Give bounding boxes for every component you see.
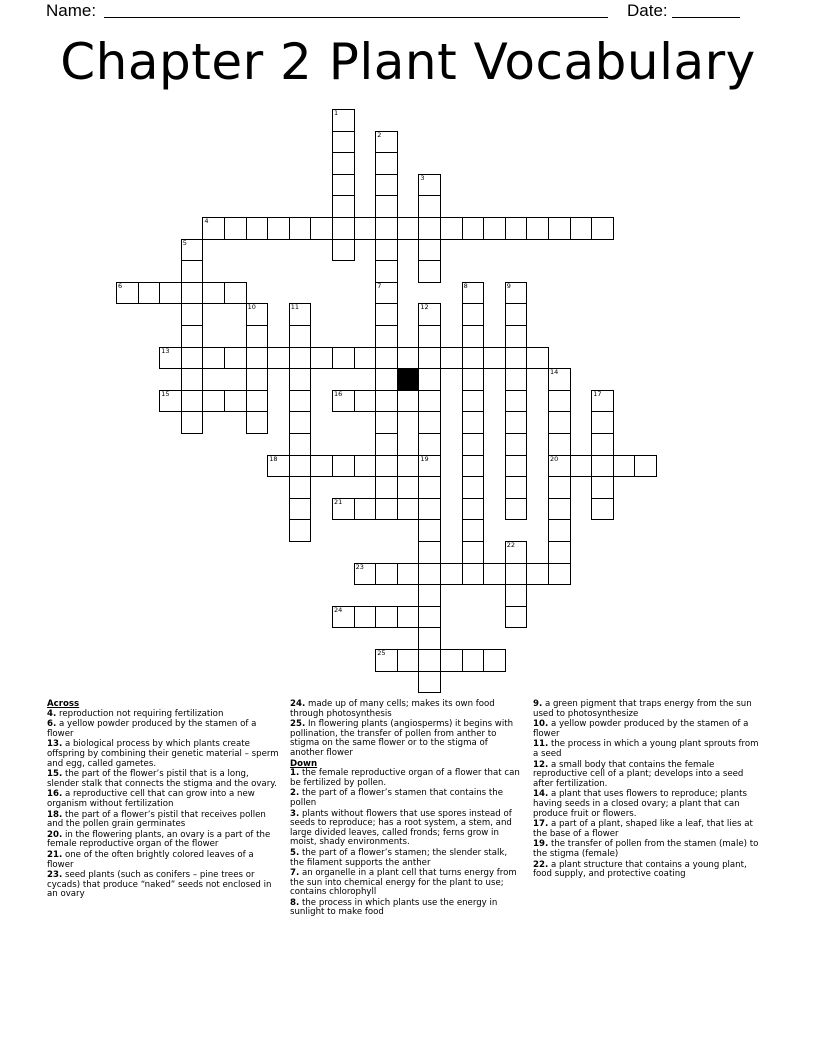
crossword-cell[interactable] bbox=[462, 368, 485, 391]
crossword-cell[interactable] bbox=[505, 217, 528, 240]
crossword-cell[interactable] bbox=[310, 347, 333, 370]
crossword-cell[interactable] bbox=[354, 217, 377, 240]
crossword-cell[interactable] bbox=[375, 303, 398, 326]
crossword-cell[interactable] bbox=[375, 455, 398, 478]
crossword-cell[interactable] bbox=[246, 368, 269, 391]
crossword-cell[interactable] bbox=[548, 390, 571, 413]
clue-number-25: 25 bbox=[377, 649, 386, 657]
crossword-cell[interactable] bbox=[289, 433, 312, 456]
crossword-cell[interactable] bbox=[289, 368, 312, 391]
crossword-cell[interactable] bbox=[332, 217, 355, 240]
crossword-cell[interactable] bbox=[138, 282, 161, 305]
crossword-cell[interactable] bbox=[397, 563, 420, 586]
crossword-cell[interactable] bbox=[289, 519, 312, 542]
clue-down-9: 9. a green pigment that traps energy from the sun used to photosynthesize bbox=[533, 699, 752, 719]
crossword-cell[interactable] bbox=[462, 649, 485, 672]
crossword-cell[interactable] bbox=[418, 476, 441, 499]
crossword-cell[interactable] bbox=[332, 152, 355, 175]
crossword-cell[interactable] bbox=[375, 131, 398, 154]
crossword-cell[interactable] bbox=[375, 195, 398, 218]
page-title: Chapter 2 Plant Vocabulary bbox=[60, 33, 756, 91]
crossword-cell[interactable] bbox=[548, 476, 571, 499]
clue-across-15: 15. the part of the flower’s pistil that is a long, slender stalk that connects the stigma and the ovary. bbox=[47, 769, 277, 789]
crossword-cell[interactable] bbox=[332, 195, 355, 218]
clue-number-2: 2 bbox=[377, 130, 382, 139]
clue-down-1: 1. the female reproductive organ of a flower that can be fertilized by pollen. bbox=[290, 768, 520, 788]
crossword-cell[interactable] bbox=[548, 563, 571, 586]
crossword-cell[interactable] bbox=[548, 519, 571, 542]
crossword-cell[interactable] bbox=[375, 606, 398, 629]
crossword-cell[interactable] bbox=[159, 282, 182, 305]
crossword-cell[interactable] bbox=[462, 498, 485, 521]
crossword-cell[interactable] bbox=[354, 347, 377, 370]
crossword-cell[interactable] bbox=[375, 433, 398, 456]
crossword-cell[interactable] bbox=[418, 260, 441, 283]
crossword-cell[interactable] bbox=[418, 174, 441, 197]
crossword-cell[interactable] bbox=[202, 282, 225, 305]
crossword-cell[interactable] bbox=[246, 217, 269, 240]
clue-down-7: 7. an organelle in a plant cell that turns energy from the sun into chemical energy for the plant to use; contains chlorophyll bbox=[290, 868, 517, 898]
clue-number-11: 11 bbox=[290, 303, 300, 312]
crossword-cell[interactable] bbox=[159, 390, 182, 413]
crossword-cell[interactable] bbox=[462, 390, 485, 413]
clue-number-22: 22 bbox=[506, 541, 516, 549]
crossword-cell[interactable] bbox=[548, 541, 571, 564]
crossword-cell[interactable] bbox=[246, 303, 269, 326]
crossword-cell[interactable] bbox=[483, 563, 506, 586]
crossword-cell[interactable] bbox=[397, 347, 420, 370]
crossword-cell[interactable] bbox=[483, 347, 506, 370]
crossword-cell[interactable] bbox=[548, 368, 571, 391]
clue-number-21: 21 bbox=[334, 497, 343, 506]
clue-across-24: 24. made up of many cells; makes its own food through photosynthesis bbox=[290, 699, 495, 719]
crossword-cell[interactable] bbox=[332, 455, 355, 478]
crossword-cell[interactable] bbox=[375, 368, 398, 391]
crossword-cell[interactable] bbox=[418, 303, 441, 326]
crossword-cell[interactable] bbox=[462, 433, 485, 456]
crossword-cell[interactable] bbox=[181, 239, 204, 262]
crossword-cell[interactable] bbox=[375, 411, 398, 434]
crossword-cell[interactable] bbox=[591, 476, 614, 499]
clue-down-17: 17. a part of a plant, shaped like a leaf, that lies at the base of a flower bbox=[533, 819, 753, 839]
clue-column-2 bbox=[290, 700, 523, 919]
clue-column-1 bbox=[47, 700, 279, 901]
crossword-cell[interactable] bbox=[246, 390, 269, 413]
clue-down-19: 19. the transfer of pollen from the stamen (male) to the stigma (female) bbox=[533, 839, 759, 859]
crossword-cell[interactable] bbox=[548, 455, 571, 478]
clue-down-3: 3. plants without flowers that use spores instead of seeds to reproduce; has a root system, a stem, and large divided leaves, called fronds; ferns grow in moist, shady environments. bbox=[290, 808, 512, 848]
clue-number-12: 12 bbox=[420, 303, 429, 312]
crossword-cell[interactable] bbox=[354, 563, 377, 586]
crossword-cell[interactable] bbox=[267, 455, 290, 478]
crossword-cell[interactable] bbox=[354, 390, 377, 413]
crossword-cell[interactable] bbox=[224, 390, 247, 413]
crossword-cell[interactable] bbox=[375, 152, 398, 175]
crossword-cell[interactable] bbox=[418, 606, 441, 629]
crossword-cell[interactable] bbox=[418, 627, 441, 650]
crossword-cell[interactable] bbox=[526, 217, 549, 240]
crossword-cell[interactable] bbox=[418, 671, 441, 694]
clue-across-23: 23. seed plants (such as conifers – pine trees or cycads) that produce “naked” seeds not enclosed in an ovary bbox=[47, 870, 272, 900]
crossword-cell[interactable] bbox=[440, 649, 463, 672]
clue-down-12: 12. a small body that contains the female reproductive cell of a plant; develops into a seed after fertilization. bbox=[533, 759, 744, 789]
crossword-cell[interactable] bbox=[289, 411, 312, 434]
clue-number-10: 10 bbox=[247, 303, 256, 312]
crossword-cell[interactable] bbox=[397, 217, 420, 240]
crossword-cell[interactable] bbox=[354, 455, 377, 478]
crossword-cell[interactable] bbox=[570, 217, 593, 240]
clue-number-13: 13 bbox=[161, 346, 170, 355]
clue-down-11: 11. the process in which a young plant sprouts from a seed bbox=[533, 739, 759, 759]
crossword-cell[interactable] bbox=[418, 217, 441, 240]
clue-column-3 bbox=[533, 700, 766, 881]
clue-number-20: 20 bbox=[550, 454, 559, 463]
crossword-cell[interactable] bbox=[418, 347, 441, 370]
date-label: Date: bbox=[627, 1, 668, 20]
clue-across-20: 20. in the flowering plants, an ovary is a part of the female reproductive organ of the flower bbox=[47, 829, 271, 850]
crossword-cell[interactable] bbox=[418, 390, 441, 413]
crossword-cell[interactable] bbox=[202, 217, 225, 240]
clue-down-8: 8. the process in which plants use the energy in sunlight to make food bbox=[290, 897, 498, 918]
crossword-cell[interactable] bbox=[289, 347, 312, 370]
crossword-cell[interactable] bbox=[418, 498, 441, 521]
crossword-cell[interactable] bbox=[202, 347, 225, 370]
crossword-cell[interactable] bbox=[462, 217, 485, 240]
crossword-cell[interactable] bbox=[505, 390, 528, 413]
crossword-cell[interactable] bbox=[505, 455, 528, 478]
crossword-cell[interactable] bbox=[505, 303, 528, 326]
clue-down-5: 5. the part of a flower’s stamen; the slender stalk, the filament supports the anther bbox=[290, 847, 508, 868]
crossword-cell[interactable] bbox=[591, 411, 614, 434]
crossword-cell[interactable] bbox=[289, 476, 312, 499]
crossword-cell[interactable] bbox=[462, 476, 485, 499]
clue-number-9: 9 bbox=[506, 281, 511, 290]
across-heading: Across bbox=[47, 699, 80, 709]
crossword-cell[interactable] bbox=[289, 217, 312, 240]
crossword-cell[interactable] bbox=[289, 303, 312, 326]
crossword-cell[interactable] bbox=[505, 325, 528, 348]
crossword-cell[interactable] bbox=[418, 584, 441, 607]
crossword-cell[interactable] bbox=[224, 347, 247, 370]
crossword-cell[interactable] bbox=[246, 411, 269, 434]
crossword-cell[interactable] bbox=[202, 390, 225, 413]
clue-number-3: 3 bbox=[420, 173, 425, 182]
crossword-cell[interactable] bbox=[418, 195, 441, 218]
clue-number-16: 16 bbox=[334, 389, 343, 398]
crossword-cell[interactable] bbox=[310, 455, 333, 478]
crossword-cell[interactable] bbox=[332, 239, 355, 262]
crossword-cell[interactable] bbox=[505, 433, 528, 456]
crossword-cell[interactable] bbox=[181, 390, 204, 413]
crossword-cell[interactable] bbox=[570, 455, 593, 478]
clue-down-22: 22. a plant structure that contains a young plant, food supply, and protective coating bbox=[533, 859, 747, 880]
clue-across-6: 6. a yellow powder produced by the stamen of a flower bbox=[47, 719, 257, 739]
crossword-cell[interactable] bbox=[462, 303, 485, 326]
crossword-cell[interactable] bbox=[181, 368, 204, 391]
clue-down-10: 10. a yellow powder produced by the stamen of a flower bbox=[533, 719, 749, 739]
crossword-cell[interactable] bbox=[375, 325, 398, 348]
clue-across-16: 16. a reproductive cell that can grow into a new organism without fertilization bbox=[47, 789, 255, 809]
crossword-cell[interactable] bbox=[591, 498, 614, 521]
crossword-cell[interactable] bbox=[418, 455, 441, 478]
crossword-cell[interactable] bbox=[418, 563, 441, 586]
crossword-cell[interactable] bbox=[397, 498, 420, 521]
crossword-cell[interactable] bbox=[375, 390, 398, 413]
crossword-cell[interactable] bbox=[375, 347, 398, 370]
crossword-cell[interactable] bbox=[505, 584, 528, 607]
crossword-cell[interactable] bbox=[526, 563, 549, 586]
crossword-cell[interactable] bbox=[181, 260, 204, 283]
crossword-cell[interactable] bbox=[505, 541, 528, 564]
crossword-cell[interactable] bbox=[310, 217, 333, 240]
clue-across-25: 25. In flowering plants (angiosperms) it begins with pollination, the transfer of pollen from anther to stigma on the same flower or to the stigma of another flower bbox=[290, 719, 514, 758]
crossword-cell[interactable] bbox=[181, 303, 204, 326]
crossword-cell[interactable] bbox=[462, 325, 485, 348]
clue-number-5: 5 bbox=[182, 238, 187, 247]
crossword-cell[interactable] bbox=[332, 390, 355, 413]
crossword-cell[interactable] bbox=[505, 347, 528, 370]
clue-across-13: 13. a biological process by which plants create offspring by combining their genetic material – sperm and egg, called gametes. bbox=[47, 739, 279, 769]
crossword-cell[interactable] bbox=[526, 347, 549, 370]
crossword-cell[interactable] bbox=[505, 606, 528, 629]
crossword-cell[interactable] bbox=[354, 498, 377, 521]
clue-number-15: 15 bbox=[161, 389, 170, 398]
clue-number-8: 8 bbox=[463, 281, 468, 290]
crossword-cell[interactable] bbox=[440, 563, 463, 586]
crossword-cell[interactable] bbox=[246, 325, 269, 348]
crossword-cell[interactable] bbox=[591, 433, 614, 456]
crossword-cell[interactable] bbox=[267, 217, 290, 240]
crossword-cell[interactable] bbox=[591, 217, 614, 240]
clue-number-4: 4 bbox=[204, 217, 209, 225]
crossword-cell[interactable] bbox=[375, 217, 398, 240]
crossword-cell[interactable] bbox=[375, 498, 398, 521]
crossword-cell[interactable] bbox=[332, 498, 355, 521]
crossword-cell[interactable] bbox=[462, 541, 485, 564]
crossword-cell[interactable] bbox=[181, 325, 204, 348]
crossword-cell[interactable] bbox=[548, 411, 571, 434]
crossword-cell[interactable] bbox=[505, 498, 528, 521]
clue-across-4: 4. reproduction not requiring fertilization bbox=[47, 708, 224, 719]
crossword-cell[interactable] bbox=[289, 325, 312, 348]
name-label: Name: bbox=[46, 1, 97, 20]
crossword-cell[interactable] bbox=[462, 519, 485, 542]
crossword-cell[interactable] bbox=[418, 649, 441, 672]
crossword-cell[interactable] bbox=[548, 498, 571, 521]
crossword-cell[interactable] bbox=[440, 347, 463, 370]
crossword-cell[interactable] bbox=[289, 498, 312, 521]
crossword-cell[interactable] bbox=[289, 455, 312, 478]
clue-number-6: 6 bbox=[118, 281, 123, 290]
crossword-cell[interactable] bbox=[267, 347, 290, 370]
crossword-cell[interactable] bbox=[375, 563, 398, 586]
crossword-cell[interactable] bbox=[289, 390, 312, 413]
crossword-cell[interactable] bbox=[418, 239, 441, 262]
clue-across-18: 18. the part of a flower’s pistil that receives pollen and the pollen grain germinates bbox=[47, 809, 266, 830]
crossword-cell[interactable] bbox=[332, 109, 355, 132]
crossword-cell[interactable] bbox=[375, 260, 398, 283]
crossword-cell[interactable] bbox=[591, 390, 614, 413]
crossword-cell[interactable] bbox=[418, 368, 441, 391]
crossword-cell[interactable] bbox=[505, 282, 528, 305]
clue-number-7: 7 bbox=[377, 281, 382, 290]
crossword-cell[interactable] bbox=[397, 649, 420, 672]
crossword-cell[interactable] bbox=[462, 347, 485, 370]
crossword-cell[interactable] bbox=[418, 541, 441, 564]
crossword-cell[interactable] bbox=[440, 217, 463, 240]
crossword-cell[interactable] bbox=[418, 433, 441, 456]
crossword-cell[interactable] bbox=[375, 239, 398, 262]
clue-number-18: 18 bbox=[269, 454, 278, 463]
clue-number-14: 14 bbox=[550, 368, 559, 377]
crossword-cell[interactable] bbox=[181, 282, 204, 305]
crossword-cell[interactable] bbox=[375, 476, 398, 499]
clue-number-24: 24 bbox=[334, 605, 343, 614]
clue-number-19: 19 bbox=[420, 454, 429, 463]
crossword-cell[interactable] bbox=[418, 411, 441, 434]
crossword-cell[interactable] bbox=[462, 455, 485, 478]
crossword-cell[interactable] bbox=[613, 455, 636, 478]
crossword-cell[interactable] bbox=[375, 174, 398, 197]
crossword-cell[interactable] bbox=[548, 217, 571, 240]
crossword-cell[interactable] bbox=[505, 476, 528, 499]
crossword-cell[interactable] bbox=[483, 217, 506, 240]
crossword-cell[interactable] bbox=[418, 325, 441, 348]
crossword-cell[interactable] bbox=[375, 649, 398, 672]
clue-number-1: 1 bbox=[334, 109, 339, 117]
crossword-cell[interactable] bbox=[483, 649, 506, 672]
clue-down-14: 14. a plant that uses flowers to reproduce; plants having seeds in a closed ovary; a plant that can produce fruit or flowers. bbox=[533, 789, 747, 819]
crossword-cell[interactable] bbox=[634, 455, 657, 478]
black-square bbox=[397, 368, 420, 391]
crossword-cell[interactable] bbox=[332, 606, 355, 629]
crossword-cell[interactable] bbox=[159, 347, 182, 370]
crossword-cell[interactable] bbox=[462, 411, 485, 434]
down-heading: Down bbox=[290, 758, 318, 769]
crossword-cell[interactable] bbox=[397, 606, 420, 629]
crossword-cell[interactable] bbox=[505, 563, 528, 586]
crossword-cell[interactable] bbox=[375, 282, 398, 305]
crossword-cell[interactable] bbox=[397, 455, 420, 478]
crossword-cell[interactable] bbox=[505, 411, 528, 434]
crossword-cell[interactable] bbox=[332, 174, 355, 197]
crossword-cell[interactable] bbox=[462, 563, 485, 586]
crossword-cell[interactable] bbox=[181, 411, 204, 434]
crossword-cell[interactable] bbox=[224, 217, 247, 240]
crossword-cell[interactable] bbox=[246, 347, 269, 370]
crossword-cell[interactable] bbox=[462, 282, 485, 305]
crossword-cell[interactable] bbox=[548, 433, 571, 456]
crossword-cell[interactable] bbox=[332, 131, 355, 154]
clue-number-23: 23 bbox=[355, 562, 364, 571]
crossword-cell[interactable] bbox=[354, 606, 377, 629]
clue-number-17: 17 bbox=[593, 389, 602, 398]
crossword-cell[interactable] bbox=[116, 282, 139, 305]
clue-across-21: 21. one of the often brightly colored leaves of a flower bbox=[47, 849, 254, 870]
clue-down-2: 2. the part of a flower’s stamen that contains the pollen bbox=[290, 788, 503, 808]
crossword-cell[interactable] bbox=[397, 390, 420, 413]
crossword-cell[interactable] bbox=[181, 347, 204, 370]
crossword-cell[interactable] bbox=[505, 368, 528, 391]
crossword-cell[interactable] bbox=[332, 347, 355, 370]
crossword-cell[interactable] bbox=[418, 519, 441, 542]
crossword-cell[interactable] bbox=[224, 282, 247, 305]
crossword-cell[interactable] bbox=[591, 455, 614, 478]
